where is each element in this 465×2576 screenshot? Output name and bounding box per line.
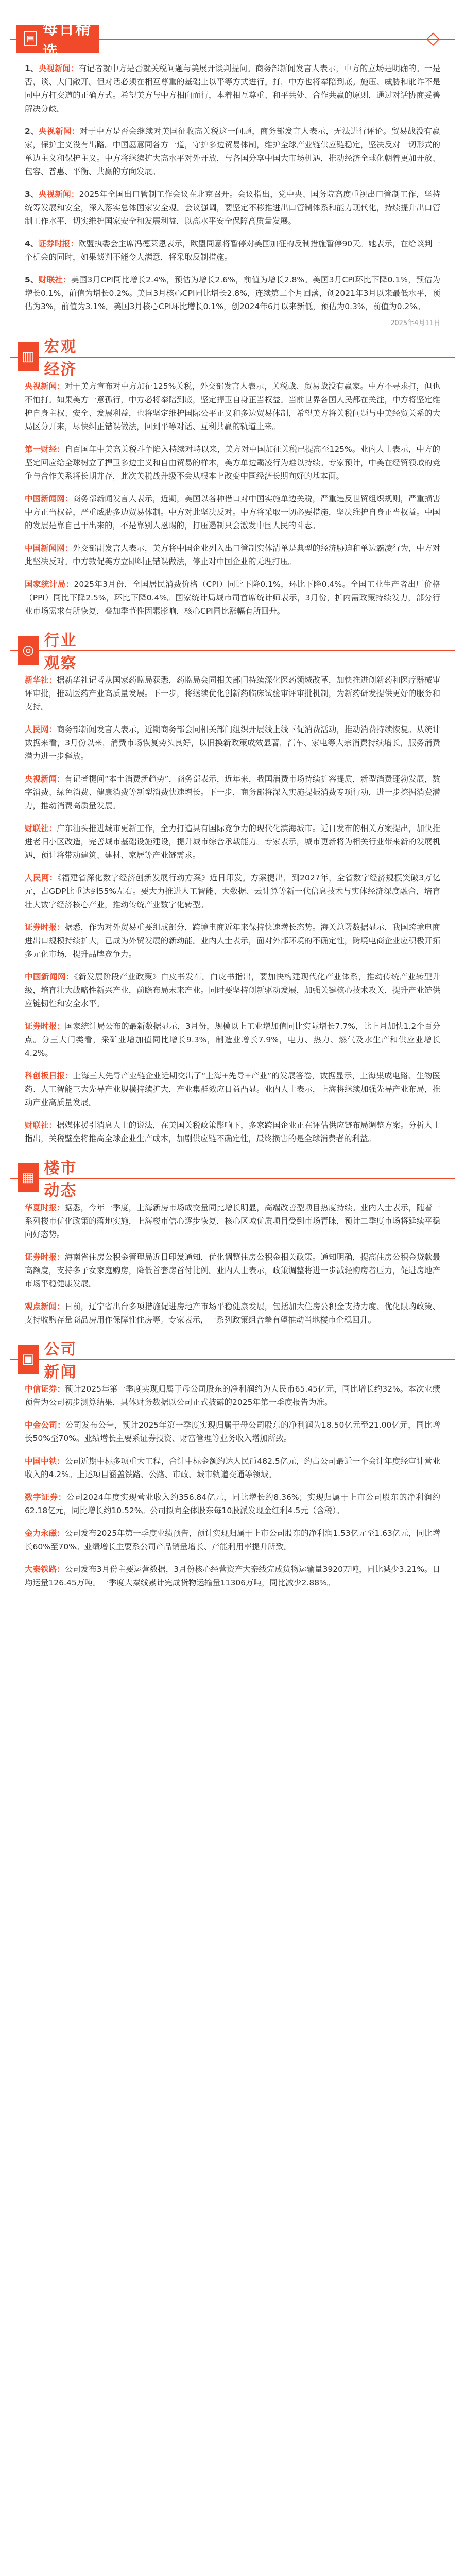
news-item xyxy=(25,1300,440,1327)
news-item-text: 公司发布2025年第一季度业绩预告，预计实现归属于上市公司股东的净利润1.53亿元至1.63亿元，同比增长60%至70%。业绩增长主要系公司产品销量增长、产能利用率提升所致。 xyxy=(25,1529,440,1551)
news-item-source: 华夏时报： xyxy=(25,1203,65,1212)
news-item xyxy=(25,443,440,483)
news-item-source: 证券时报： xyxy=(25,1022,65,1031)
news-item xyxy=(25,125,440,178)
news-item xyxy=(25,273,440,313)
news-item-source: 中国新闻网： xyxy=(25,544,73,553)
news-item xyxy=(25,1527,440,1553)
news-item-source: 财联社： xyxy=(25,1121,57,1130)
news-item xyxy=(25,1201,440,1241)
news-item-number: 2、 xyxy=(25,127,39,136)
calendar-icon: ▤ xyxy=(24,31,37,46)
news-item xyxy=(25,380,440,433)
daily-date: 2025年4月11日 xyxy=(390,319,440,327)
news-item-text: 据媒体援引消息人士的说法，在美国关税政策影响下，多家跨国企业正在评估供应链布局调整方案。分析人士指出，关税壁垒将推高全球企业生产成本，加剧供应链不确定性，最终损害的是全球消费者的利益。 xyxy=(25,1121,440,1143)
news-item xyxy=(25,772,440,812)
news-item-source: 央视新闻： xyxy=(38,64,79,73)
news-item-text: 《福建省深化数字经济创新发展行动方案》近日印发。方案提出，到2027年，全省数字经济规模突破3万亿元，占GDP比重达到55%左右。要大力推进人工智能、大数据、云计算等新一代信息技术与实体经济深度融合，培育壮大数字经济核心产业，推动传统产业数字化转型。 xyxy=(25,873,440,909)
section-header-company xyxy=(10,1336,455,1382)
news-item xyxy=(25,1020,440,1060)
news-item-source: 大秦铁路： xyxy=(25,1565,65,1574)
section-title-box xyxy=(10,338,93,379)
news-item-source: 财联社： xyxy=(38,275,71,284)
section-header-industry xyxy=(10,627,455,673)
news-item-source: 央视新闻： xyxy=(25,382,65,391)
news-item-text: 对于美方宣布对中方加征125%关税，外交部发言人表示，关税战、贸易战没有赢家。中方不寻求打，但也不怕打。如果美方一意孤行，中方必将奉陪到底，坚定捍卫自身正当权益。当前世界各国人民都在关注，中方将坚定维护自身主权、安全、发展利益，也将坚定维护国际公平正义和多边贸易体制，希望美方将关税问题与中美经贸关系的大局区分开来，尽快纠正错误做法，回到平等对话、互利共赢的轨道上来。 xyxy=(25,382,440,431)
section-title-box xyxy=(10,1159,93,1200)
section-title: 宏观经济 xyxy=(44,338,77,379)
news-item-text: 公司2024年度实现营业收入约356.84亿元，同比增长约8.36%；实现归属于上市公司股东的净利润约62.18亿元，同比增长约10.52%。公司拟向全体股东每10股派发现金红利4.5元（含税）。 xyxy=(25,1493,440,1515)
news-item-text: 《新发展阶段产业政策》白皮书发布。白皮书指出，要加快构建现代化产业体系，推动传统产业转型升级，培育壮大战略性新兴产业，前瞻布局未来产业。同时要坚持创新驱动发展，加强关键核心技术攻关，提升产业链供应链韧性和安全水平。 xyxy=(25,972,440,1008)
news-item-source: 中国新闻网： xyxy=(25,972,74,981)
industry-list xyxy=(0,673,465,1145)
news-item-text: 2025年全国出口管制工作会议在北京召开。会议指出，党中央、国务院高度重视出口管制工作，坚持统筹发展和安全，深入落实总体国家安全观。会议强调，要坚定不移推进出口管制体系和能力现代化，持续提升出口管制工作水平，切实维护国家安全和发展利益，以高水平安全保障高质量发展。 xyxy=(25,190,440,226)
news-item-source: 中国中铁： xyxy=(25,1456,65,1466)
news-item xyxy=(25,723,440,763)
news-item-number: 4、 xyxy=(25,239,39,248)
news-item xyxy=(25,188,440,228)
news-item xyxy=(25,1454,440,1481)
section-title-box xyxy=(10,1341,93,1381)
daily-list xyxy=(0,62,465,313)
magnifier-icon: ◎ xyxy=(18,636,39,665)
news-item-source: 人民网： xyxy=(25,873,58,883)
news-item-source: 数字证券： xyxy=(25,1493,66,1502)
news-item-source: 国家统计局： xyxy=(25,580,74,589)
news-item-text: 有记者就中方是否就关税问题与美展开谈判提问。商务部新闻发言人表示，中方的立场是明确的。一是否，谈、大门敞开。但对话必须在相互尊重的基础上以平等方式进行。打，中方也将奉陪到底。施压、威胁和讹诈不是同中方打交道的正确方式。希望美方与中方相向而行，本着相互尊重、和平共处、合作共赢的原则，通过对话协商妥善解决分歧。 xyxy=(25,64,440,113)
news-item xyxy=(25,673,440,714)
news-item-source: 新华社： xyxy=(25,675,57,685)
news-item-source: 财联社： xyxy=(25,824,57,833)
news-item-source: 央视新闻： xyxy=(25,774,65,784)
news-item-source: 证券时报： xyxy=(38,239,78,248)
news-item-text: 海南省住房公积金管理局近日印发通知，优化调整住房公积金相关政策。通知明确，提高住房公积金贷款最高额度，支持多子女家庭购房，降低首套房首付比例。业内人士表示，政策调整将进一步减轻购房者压力，促进房地产市场平稳健康发展。 xyxy=(25,1252,440,1289)
news-item xyxy=(25,62,440,115)
news-item-text: 据新华社记者从国家药监局获悉，药监局会同相关部门持续深化医药领域改革，加快推进创新药和医疗器械审评审批，推动医药产业高质量发展。下一步，将继续优化创新药临床试验审评审批机制，为新药研发提供更好的服务和支持。 xyxy=(25,675,440,711)
section-title-box xyxy=(16,20,99,61)
news-item xyxy=(25,1563,440,1589)
news-item-source: 第一财经： xyxy=(25,445,65,454)
macro-list xyxy=(0,380,465,618)
news-item-source: 人民网： xyxy=(25,725,57,734)
news-item-text: 商务部新闻发言人表示，近期，美国以各种借口对中国实施单边关税，严重违反世贸组织规则，严重损害中方正当权益，严重威胁多边贸易体制。中方对此坚决反对。中方将采取一切必要措施，坚决维护自身正当权益。中国的发展是靠自己干出来的，不是靠别人恩赐的，打压遏制只会激发中国人民的斗志。 xyxy=(25,494,440,530)
news-item-source: 证券时报： xyxy=(25,1252,65,1262)
news-item-source: 科创板日报： xyxy=(25,1071,73,1080)
news-item xyxy=(25,822,440,862)
news-item xyxy=(25,1069,440,1109)
section-title: 每日精选 xyxy=(42,20,92,61)
news-item xyxy=(25,1382,440,1409)
section-title: 楼市动态 xyxy=(44,1159,77,1200)
section-header-macro xyxy=(10,333,455,380)
document-icon: ▣ xyxy=(18,1345,39,1374)
chart-icon: ▥ xyxy=(18,342,39,371)
news-item-text: 据悉，今年一季度，上海新房市场成交量同比增长明显，高端改善型项目热度持续。业内人士表示，随着一系列楼市优化政策的落地实施，上海楼市信心逐步恢复，核心区域优质项目受到市场青睐，预计二季度市场将延续平稳向好态势。 xyxy=(25,1203,440,1239)
news-item-source: 中国新闻网： xyxy=(25,494,73,503)
news-item-text: 公司近期中标多项重大工程，合计中标金额约达人民币482.5亿元，约占公司最近一个会计年度经审计营业收入的4.2%。上述项目涵盖铁路、公路、市政、城市轨道交通等领域。 xyxy=(25,1456,440,1479)
news-item xyxy=(25,871,440,911)
news-item xyxy=(25,1118,440,1145)
news-item xyxy=(25,970,440,1010)
news-item-source: 证券时报： xyxy=(25,923,65,932)
news-item xyxy=(25,1418,440,1445)
news-item-text: 对于中方是否会继续对美国征收高关税这一问题，商务部发言人表示，无法进行评论。贸易战没有赢家，保护主义没有出路。中国愿意同各方一道，守护多边贸易体制，维护全球产业链供应链稳定，坚决反对一切形式的单边主义和保护主义。中方将继续扩大高水平对外开放，与各国分享中国大市场机遇，推动经济全球化朝着更加开放、包容、普惠、平衡、共赢的方向发展。 xyxy=(25,127,440,176)
diamond-icon: ◇ xyxy=(426,28,440,48)
news-item-text: 自百国年中美高关税斗争陷入持续对峙以来，美方对中国加征关税已提高至125%。业内人士表示，中方的坚定回应给全球树立了捍卫多边主义和自由贸易的样本，美方单边霸凌行为难以持续。专家预计，中美在经贸领域的竞争与合作关系将长期并存，此次关税战升级不会从根本上改变中国经济长期向好的基本面。 xyxy=(25,445,440,481)
news-item-source: 金力永磁： xyxy=(25,1529,65,1538)
section-title: 行业观察 xyxy=(44,632,77,672)
news-item-text: 广东汕头推进城市更新工作，全力打造具有国际竞争力的现代化滨海城市。近日发布的相关方案提出，加快推进老旧小区改造，完善城市基础设施建设，提升城市综合承载能力。专家表示，城市更新将为相关行业带来新的发展机遇，预计将带动建筑、建材、家居等产业链需求。 xyxy=(25,824,440,860)
news-item-text: 欧盟执委会主席冯德莱恩表示，欧盟同意将暂停对美国加征的反制措施暂停90天。她表示，在给谈判一个机会的同时，如果谈判不能令人满意，将采取反制措施。 xyxy=(25,239,440,262)
property-list xyxy=(0,1201,465,1327)
news-item-text: 公司发布公告，预计2025年第一季度实现归属于母公司股东的净利润为18.50亿元至21.00亿元，同比增长50%至70%。业绩增长主要系证券投资、财富管理等业务收入增加所致。 xyxy=(25,1420,440,1443)
news-item xyxy=(25,237,440,264)
news-item-source: 观点新闻： xyxy=(25,1302,65,1311)
news-item xyxy=(25,921,440,961)
news-item-text: 美国3月CPI同比增长2.4%，预估为增长2.6%，前值为增长2.8%。美国3月CPI环比下降0.1%，预估为增长0.1%，前值为增长0.2%。美国3月核心CPI同比增长2.8%，连续第二个月回落，创2021年3月以来最低水平，预估为3%，前值为3.1%。美国3月核心CPI环比增长0.1%，创2024年6月以来新低，预估为0.3%，前值为0.2%。 xyxy=(25,275,440,311)
news-item xyxy=(25,492,440,532)
section-title: 公司新闻 xyxy=(44,1341,77,1381)
section-header-daily xyxy=(10,15,455,62)
news-item-text: 公司发布3月份主要运营数据，3月份核心经营资产大秦线完成货物运输量3920万吨，同比减少3.21%。日均运量126.45万吨。一季度大秦线累计完成货物运输量11306万吨，同比减少2.88%。 xyxy=(25,1565,440,1587)
news-item-text: 有记者提问“本土消费新趋势”，商务部表示，近年来，我国消费市场持续扩容提质，新型消费蓬勃发展，数字消费、绿色消费、健康消费等新型消费快速增长。下一步，商务部将深入实施提振消费专项行动，进一步挖掘消费潜力，推动消费高质量发展。 xyxy=(25,774,440,810)
building-icon: ▦ xyxy=(18,1163,39,1192)
section-title-box xyxy=(10,632,93,672)
news-item-number: 3、 xyxy=(25,190,39,199)
news-item xyxy=(25,541,440,568)
news-item-source: 央视新闻： xyxy=(39,127,80,136)
news-item-text: 外交部副发言人表示，美方将中国企业列入出口管制实体清单是典型的经济胁迫和单边霸凌行为，中方对此坚决反对。中方敦促美方立即纠正错误做法，停止对中国企业的无理打压。 xyxy=(25,544,440,566)
news-item-text: 商务部新闻发言人表示，近期商务部会同相关部门组织开展线上线下促消费活动，推动消费持续恢复。从统计数据来看，3月份以来，消费市场恢复势头良好，以旧换新政策成效显著，汽车、家电等大宗消费持续增长，服务消费潜力进一步释放。 xyxy=(25,725,440,761)
news-item-number: 5、 xyxy=(25,275,39,284)
news-item xyxy=(25,578,440,618)
news-item-source: 中金公司： xyxy=(25,1420,65,1430)
news-item-source: 中信证券： xyxy=(25,1384,65,1394)
news-item-text: 上海三大先导产业链企业近期交出了“上海+先导+产业”的发展答卷，数据显示，上海集成电路、生物医药、人工智能三大先导产业规模持续扩大，产业集群效应日益凸显。业内人士表示，上海将继续加强先导产业布局，推动产业高质量发展。 xyxy=(25,1071,440,1107)
news-item-text: 国家统计局公布的最新数据显示，3月份，规模以上工业增加值同比实际增长7.7%，比上月加快1.2个百分点。分三大门类看，采矿业增加值同比增长9.3%，制造业增长7.9%，电力、热力、燃气及水生产和供应业增长4.2%。 xyxy=(25,1022,440,1058)
section-header-property xyxy=(10,1155,455,1201)
news-item-text: 预计2025年第一季度实现归属于母公司股东的净利润约为人民币65.45亿元，同比增长约32%。本次业绩预告为公司初步测算结果，具体财务数据以公司正式披露的2025年第一季度报告为准。 xyxy=(25,1384,440,1407)
news-item-text: 据悉，作为对外贸易重要组成部分，跨境电商近年来保持快速增长态势。海关总署数据显示，我国跨境电商进出口规模持续扩大，已成为外贸发展的新动能。业内人士表示，面对外部环境的不确定性，跨境电商企业应积极开拓多元化市场，提升品牌竞争力。 xyxy=(25,923,440,959)
news-item-source: 央视新闻： xyxy=(38,190,79,199)
news-item xyxy=(25,1490,440,1517)
news-item-text: 2025年3月份，全国居民消费价格（CPI）同比下降0.1%，环比下降0.4%。全国工业生产者出厂价格（PPI）同比下降2.5%，环比下降0.4%。国家统计局城市司首席统计师表示，3月份，扩内需政策持续发力，部分行业市场需求有所恢复，叠加季节性因素影响，核心CPI同比涨幅有所回升。 xyxy=(25,580,440,616)
company-list xyxy=(0,1382,465,1589)
news-item-number: 1、 xyxy=(25,64,39,73)
news-item-text: 日前，辽宁省出台多项措施促进房地产市场平稳健康发展，包括加大住房公积金支持力度、优化限购政策、支持收购存量商品房用作保障性住房等。专家表示，一系列政策组合拳有望推动当地楼市企稳回升。 xyxy=(25,1302,440,1325)
news-item xyxy=(25,1250,440,1291)
